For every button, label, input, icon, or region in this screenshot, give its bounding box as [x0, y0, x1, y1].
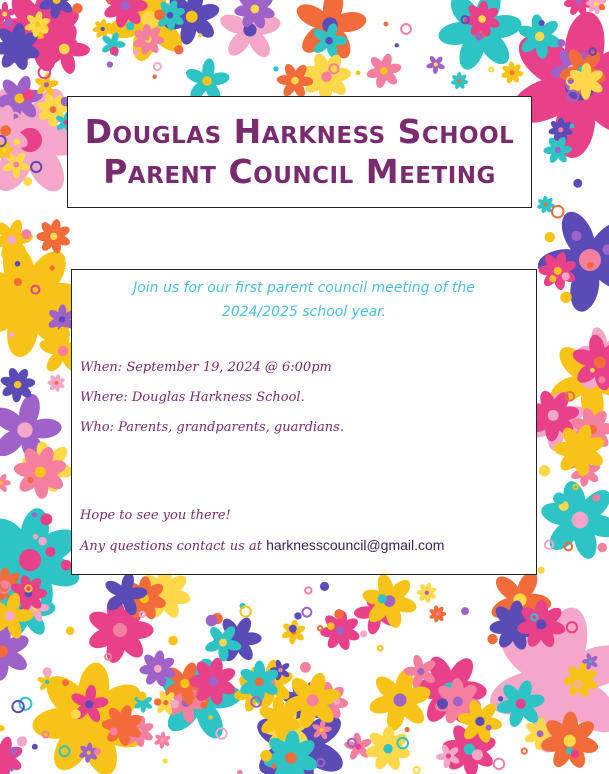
confetti-dot: [15, 261, 21, 267]
flower-decoration: [44, 371, 68, 395]
confetti-dot: [461, 607, 469, 615]
confetti-dot: [294, 612, 301, 619]
confetti-dot: [378, 646, 383, 651]
confetti-dot: [334, 699, 340, 705]
confetti-dot: [598, 376, 605, 383]
confetti-dot: [33, 534, 39, 540]
confetti-dot: [237, 770, 243, 774]
confetti-dot: [5, 19, 12, 26]
confetti-dot: [154, 9, 165, 20]
confetti-dot: [21, 229, 31, 239]
confetti-dot: [32, 744, 38, 750]
confetti-dot: [592, 494, 600, 502]
confetti-dot: [273, 66, 278, 71]
flower-decoration: [153, 731, 172, 750]
confetti-dot: [45, 547, 55, 557]
confetti-dot: [260, 750, 272, 762]
confetti-dot: [573, 179, 582, 188]
confetti-dot: [137, 692, 146, 701]
confetti-dot: [395, 43, 399, 47]
where-text: Where: Douglas Harkness School.: [80, 390, 305, 405]
confetti-dot: [0, 725, 5, 731]
confetti-dot: [27, 477, 33, 483]
confetti-dot: [140, 612, 145, 617]
confetti-dot: [133, 50, 139, 56]
confetti-dot: [115, 641, 119, 645]
flower-decoration: [32, 215, 75, 257]
confetti-dot: [487, 634, 497, 644]
confetti-dot: [597, 543, 607, 553]
confetti-dot: [552, 206, 564, 218]
confetti-dot: [320, 582, 329, 591]
confetti-dot: [206, 615, 218, 627]
flower-decoration: [447, 68, 472, 93]
confetti-dot: [107, 61, 113, 67]
confetti-dot: [486, 725, 492, 731]
confetti-dot: [549, 275, 556, 282]
contact-line: [80, 537, 444, 554]
confetti-dot: [590, 368, 595, 373]
confetti-dot: [32, 512, 37, 517]
flower-decoration: [533, 192, 559, 218]
confetti-dot: [71, 709, 81, 719]
confetti-dot: [494, 759, 504, 769]
confetti-dot: [341, 637, 348, 644]
confetti-dot: [305, 587, 311, 593]
confetti-dot: [327, 622, 335, 630]
confetti-dot: [110, 46, 119, 55]
confetti-dot: [168, 636, 178, 646]
flower-decoration: [425, 602, 450, 627]
confetti-dot: [72, 3, 82, 13]
confetti-dot: [557, 39, 565, 47]
flower-decoration: [414, 580, 440, 605]
confetti-dot: [571, 231, 581, 241]
confetti-dot: [413, 767, 419, 773]
title-box: [67, 96, 532, 208]
confetti-dot: [545, 232, 555, 242]
confetti-dot: [109, 728, 117, 736]
confetti-dot: [14, 278, 22, 286]
confetti-dot: [154, 698, 161, 705]
confetti-dot: [200, 702, 207, 709]
flower-decoration: [362, 49, 406, 93]
confetti-dot: [599, 4, 605, 10]
intro-line-1: Join us for our first parent council meeting of the: [133, 280, 475, 296]
hope-text: Hope to see you there!: [80, 508, 231, 523]
confetti-dot: [49, 119, 57, 127]
confetti-dot: [12, 701, 23, 712]
confetti-dot: [10, 747, 17, 754]
confetti-dot: [289, 625, 297, 633]
confetti-dot: [360, 630, 367, 637]
confetti-dot: [19, 698, 31, 710]
confetti-dot: [162, 758, 167, 763]
confetti-dot: [170, 700, 179, 709]
confetti-dot: [144, 35, 149, 40]
confetti-dot: [318, 626, 322, 630]
meeting-heading: Parent Council Meeting: [103, 152, 496, 191]
school-name-heading: Douglas Harkness School: [84, 112, 515, 151]
confetti-dot: [539, 20, 545, 26]
confetti-dot: [437, 698, 448, 709]
confetti-dot: [208, 715, 213, 720]
confetti-dot: [23, 177, 32, 186]
when-text: When: September 19, 2024 @ 6:00pm: [80, 360, 332, 375]
confetti-dot: [154, 63, 161, 70]
confetti-dot: [553, 493, 565, 505]
confetti-dot: [9, 332, 15, 338]
confetti-dot: [472, 749, 483, 760]
intro-line-2: 2024/2025 school year.: [221, 304, 387, 320]
confetti-dot: [38, 537, 47, 546]
confetti-dot: [539, 465, 550, 476]
info-box: [71, 269, 537, 575]
confetti-dot: [40, 513, 52, 525]
confetti-dot: [152, 74, 156, 78]
who-text: Who: Parents, grandparents, guardians.: [80, 420, 344, 435]
confetti-dot: [10, 767, 14, 771]
confetti-dot: [475, 33, 483, 41]
confetti-dot: [405, 727, 410, 732]
confetti-dot: [538, 567, 545, 574]
confetti-dot: [43, 667, 52, 676]
confetti-dot: [562, 272, 570, 280]
confetti-dot: [240, 606, 250, 616]
confetti-dot: [94, 748, 101, 755]
confetti-dot: [489, 67, 493, 71]
confetti-dot: [174, 45, 183, 54]
confetti-dot: [62, 679, 69, 686]
flower-decoration: [0, 469, 14, 497]
confetti-dot: [522, 749, 527, 754]
confetti-dot: [300, 662, 311, 673]
contact-prefix: Any questions contact us at: [80, 539, 267, 554]
confetti-dot: [61, 560, 72, 571]
confetti-dot: [198, 33, 203, 38]
confetti-dot: [13, 139, 20, 146]
confetti-dot: [17, 736, 27, 746]
confetti-dot: [560, 291, 571, 302]
confetti-dot: [303, 608, 312, 617]
confetti-dot: [401, 24, 411, 34]
confetti-dot: [50, 265, 55, 270]
confetti-dot: [498, 696, 503, 701]
confetti-dot: [23, 89, 34, 100]
confetti-dot: [378, 594, 387, 603]
confetti-dot: [107, 0, 111, 4]
confetti-dot: [356, 70, 361, 75]
confetti-dot: [571, 750, 579, 758]
confetti-dot: [570, 124, 575, 129]
contact-email-link[interactable]: harknesscouncil@gmail.com: [266, 537, 445, 553]
confetti-dot: [334, 609, 344, 619]
flower-decoration: [422, 51, 449, 78]
confetti-dot: [384, 22, 389, 27]
confetti-dot: [271, 764, 276, 769]
confetti-dot: [66, 627, 74, 635]
intro-text: [92, 276, 516, 324]
confetti-dot: [126, 22, 134, 30]
confetti-dot: [587, 262, 594, 269]
